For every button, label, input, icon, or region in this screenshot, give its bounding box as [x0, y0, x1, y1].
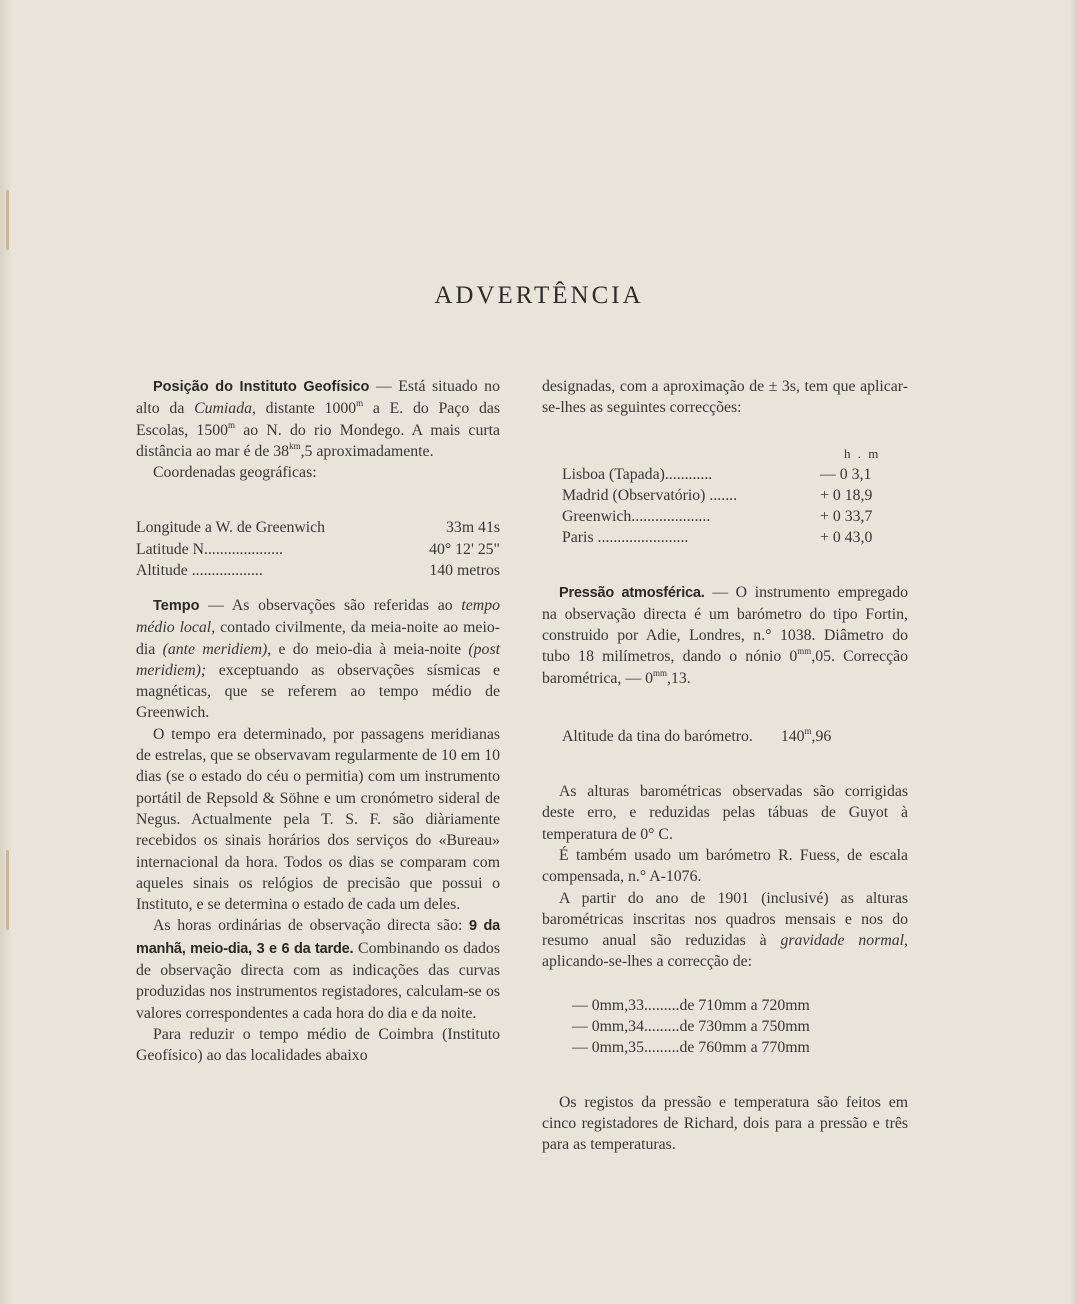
table-row: — 0mm,35.........de 760mm a 770mm — [572, 1038, 810, 1056]
paragraph-time: Tempo — As observações são referidas ao tempo médio local, contado civilmente, da meia-noite ao meio-dia (ante meridiem), e do meio-dia à meia-noite (post meridiem); exceptuando as observações sísmicas e magnéticas, que se referem ao tempo médio de Greenwich. — [136, 596, 500, 722]
paragraph-recorders: Os registos da pressão e temperatura são feitos em cinco registadores de Richard, dois para a pressão e três para as temperaturas. — [542, 1093, 908, 1154]
paragraph-gravity-reduction: A partir do ano de 1901 (inclusivé) as alturas barométricas inscritas nos quadros mensais e nos do resumo anual são reduzidas à gravidade normal, aplicando-se-lhes a correcção de: — [542, 889, 908, 971]
table-row: — 0mm,34.........de 730mm a 750mm — [572, 1017, 810, 1035]
page-title: ADVERTÊNCIA — [434, 282, 644, 309]
hours-minutes-header: h . m — [844, 445, 881, 461]
barometer-altitude: Altitude da tina do barómetro. 140$^m$,96 — [562, 726, 832, 746]
table-row: Paris ....................... + 0 43,0 — [562, 528, 873, 546]
section-heading: Tempo — [153, 597, 200, 614]
paragraph-fuess-barometer: É também usado um barómetro R. Fuess, de escala compensada, n.° A-1076. — [542, 846, 908, 886]
table-row: — 0mm,33.........de 710mm a 720mm — [572, 996, 810, 1014]
paragraph-time-determination: O tempo era determinado, por passagens meridianas de estrelas, que se observavam regularmente de 10 em 10 dias (se o estado do céu o permitia) com um instrumento portátil de Repsold & Söhne e um cronómetro sideral de Negus. Actualmente pela T. S. F. são diàriamente recebidos os sinais horários dos serviços do «Bureau» internacional da hora. Todos os dias se comparam com aqueles sinais os relógios de precisão que possui o Instituto, e se determina o estado de cada um deles. — [136, 725, 500, 914]
paragraph-continuation: designadas, com a aproximação de ± 3s, tem que aplicar-se-lhes as seguintes correcções: — [542, 378, 908, 417]
paragraph-time-reduction: Para reduzir o tempo médio de Coimbra (Instituto Geofísico) ao das localidades abaixo — [136, 1025, 500, 1065]
section-heading: Posição do Instituto Geofísico — [153, 379, 370, 395]
paragraph-pressure: Pressão atmosférica. — O instrumento empregado na observação directa é um barómetro do tipo Fortin, construido por Adie, Londres, n.° 1038. Diâmetro do tubo 18 milímetros, dando o nónio $0^{mm},05$. Correcção barométrica, — $0^{mm},13$. — [542, 583, 909, 687]
table-row: Madrid (Observatório) ....... + 0 18,9 — [562, 486, 873, 504]
staple-mark — [6, 850, 9, 930]
table-row: Altitude .................. 140 metros — [136, 562, 500, 580]
gravity-corrections-table — [542, 995, 908, 1058]
time-corrections-table — [542, 464, 908, 548]
left-column — [136, 376, 500, 1067]
paragraph-observation-hours: As horas ordinárias de observação directa são: 9 da manhã, meio-dia, 3 e 6 da tarde. Combinando os dados de observação directa com as indicações das curvas produzidas nos instrumentos registadores, calculam-se os valores correspondentes a cada hora do dia e da noite. — [136, 917, 500, 1022]
paragraph-coordinates-intro: Coordenadas geográficas: — [153, 464, 317, 482]
staple-mark — [6, 190, 9, 250]
table-row: Latitude N.................... 40° 12' 25" — [136, 540, 500, 558]
paragraph-position: Posição do Instituto Geofísico — Está situado no alto da Cumiada, distante 1000$^m$ a E. do Paço das Escolas, 1500$^m$ ao N. do rio Mondego. A mais curta distância ao mar é de $38^{km},5$ aproximadamente. — [136, 378, 501, 460]
right-column — [542, 376, 908, 1156]
section-heading: Pressão atmosférica. — [559, 584, 705, 601]
page-edge-right — [1070, 0, 1078, 1304]
coordinates-table — [136, 517, 500, 582]
paragraph-corrected-heights: As alturas barométricas observadas são corrigidas deste erro, e reduzidas pelas tábuas de Guyot à temperatura de 0° C. — [542, 783, 908, 843]
table-row: Longitude a W. de Greenwich 33m 41s — [136, 519, 500, 537]
table-row: Greenwich.................... + 0 33,7 — [562, 507, 873, 525]
table-row: Lisboa (Tapada)............ — 0 3,1 — [562, 465, 872, 483]
